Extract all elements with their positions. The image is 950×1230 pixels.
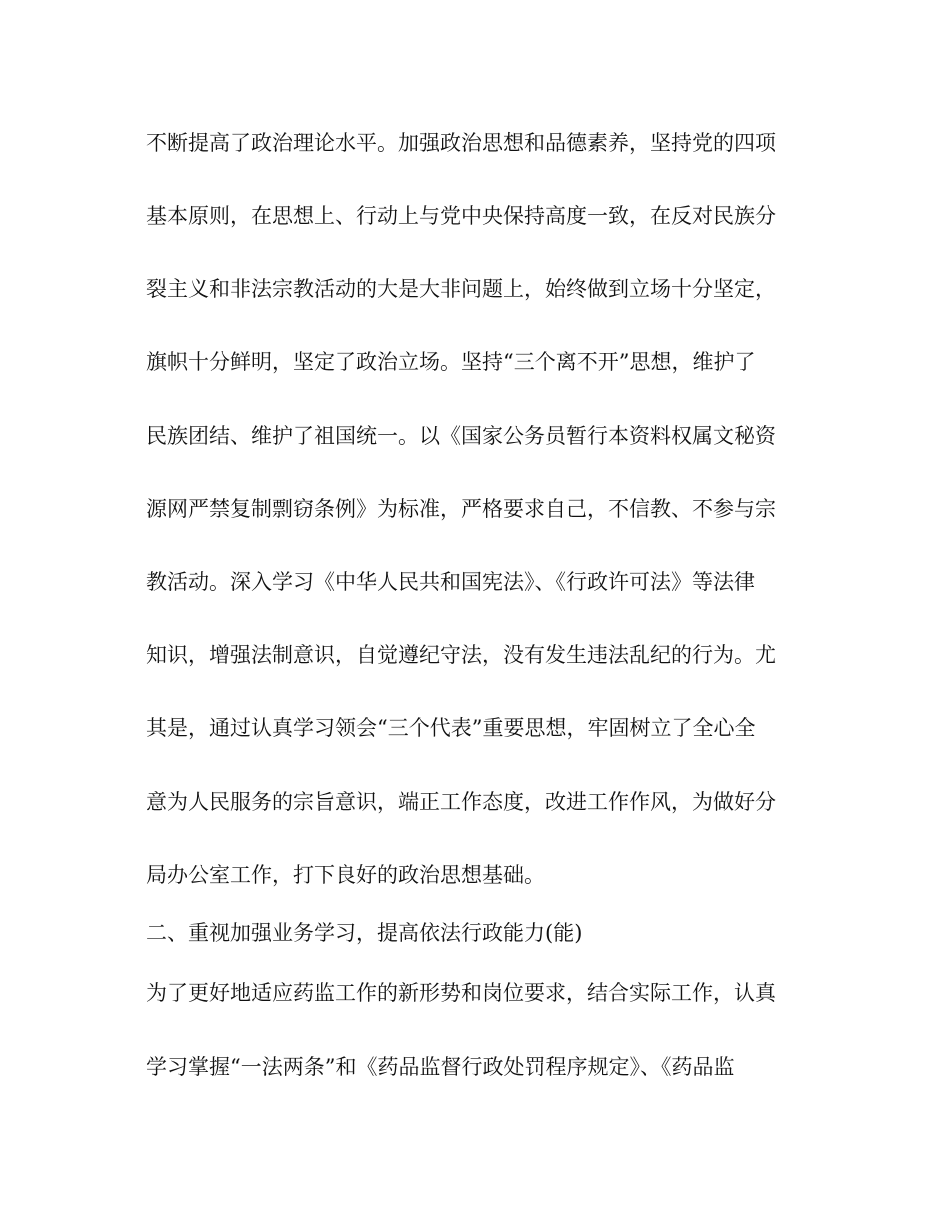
text-line: 教活动。深入学习《中华人民共和国宪法》、《行政许可法》等法律: [146, 570, 755, 594]
text-line: 意为人民服务的宗旨意识，端正工作态度，改进工作作风，为做好分: [146, 790, 776, 814]
text-line: 不断提高了政治理论水平。加强政治思想和品德素养，坚持党的四项: [146, 131, 776, 155]
text-line: 知识，增强法制意识，自觉遵纪守法，没有发生违法乱纪的行为。尤: [146, 643, 776, 667]
text-line: 旗帜十分鲜明，坚定了政治立场。坚持“三个离不开”思想，维护了: [146, 350, 756, 374]
text-line: 局办公室工作，打下良好的政治思想基础。: [146, 863, 545, 887]
section-heading: 二、重视加强业务学习，提高依法行政能力(能): [146, 921, 583, 945]
text-line: 学习掌握“一法两条”和《药品监督行政处罚程序规定》、《药品监: [146, 1055, 735, 1079]
text-line: 为了更好地适应药监工作的新形势和岗位要求，结合实际工作，认真: [146, 981, 776, 1005]
text-line: 其是，通过认真学习领会“三个代表”重要思想，牢固树立了全心全: [146, 716, 756, 740]
text-line: 裂主义和非法宗教活动的大是大非问题上，始终做到立场十分坚定，: [146, 277, 776, 301]
text-line: 源网严禁复制剽窃条例》为标准，严格要求自己，不信教、不参与宗: [146, 497, 776, 521]
text-line: 基本原则，在思想上、行动上与党中央保持高度一致，在反对民族分: [146, 204, 776, 228]
text-line: 民族团结、维护了祖国统一。以《国家公务员暂行本资料权属文秘资: [146, 424, 776, 448]
